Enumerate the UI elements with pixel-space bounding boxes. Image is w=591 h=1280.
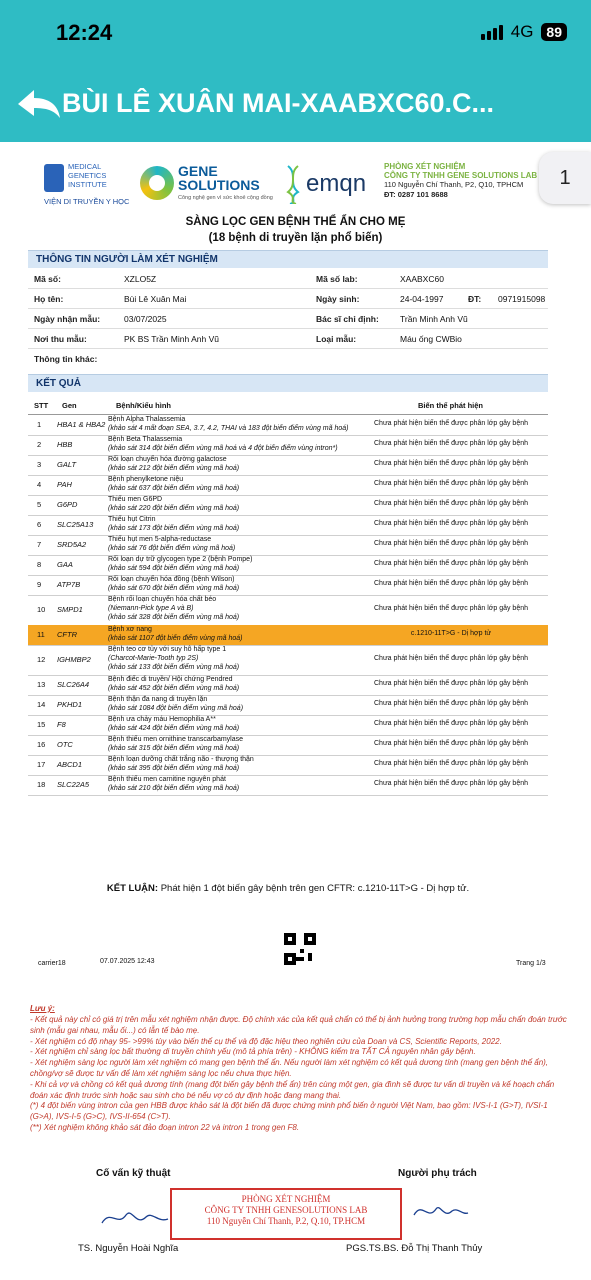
result-scope: (khảo sát 395 đột biến điểm vùng mã hoá): [108, 765, 240, 772]
info-row: [28, 350, 548, 368]
result-gene: ATP7B: [57, 580, 81, 589]
result-row: [28, 535, 548, 556]
notes: [30, 1015, 570, 1134]
result-disease: Thiếu men G6PD: [108, 496, 163, 503]
emqn-text: emqn: [306, 170, 367, 197]
document-title: BÙI LÊ XUÂN MAI-XAABXC60.C...: [62, 88, 495, 118]
result-variant: Chưa phát hiện biến thể được phân lớp gây bệnh: [374, 440, 528, 447]
lab-info: [384, 162, 559, 200]
result-scope: (khảo sát 173 đột biến điểm vùng mã hoá): [108, 525, 240, 532]
result-variant: Chưa phát hiện biến thể được phân lớp gây bệnh: [374, 655, 528, 662]
result-variant: Chưa phát hiện biến thể được phân lớp gây bệnh: [374, 700, 528, 707]
result-scope-extra: (khảo sát 328 đột biến điểm vùng mã hoá): [108, 614, 240, 621]
result-scope-extra: (khảo sát 133 đột biến điểm vùng mã hoá): [108, 664, 240, 671]
ho-ten-label: Họ tên:: [34, 294, 64, 304]
result-gene: HBA1 & HBA2: [57, 420, 106, 429]
result-variant: c.1210-11T>G - Dị hợp tử: [410, 630, 492, 637]
stamp-line2: CÔNG TY TNHH GENESOLUTIONS LAB: [204, 1205, 368, 1215]
result-disease: Bệnh ưa chảy máu Hemophilia A**: [108, 716, 216, 723]
result-scope: (khảo sát 210 đột biến điểm vùng mã hoá): [108, 785, 240, 792]
loai-mau-value: Máu ống CWBio: [400, 334, 462, 344]
dna-helix-icon: [284, 164, 302, 204]
result-stt: 12: [37, 655, 46, 664]
result-gene: SMPD1: [57, 605, 83, 614]
conclusion-label: KẾT LUẬN:: [106, 883, 159, 894]
result-row: [28, 575, 548, 596]
technical-advisor-name: TS. Nguyễn Hoài Nghĩa: [78, 1243, 179, 1254]
result-variant: Chưa phát hiện biến thể được phân lớp gây bệnh: [374, 720, 528, 727]
conclusion: [28, 883, 548, 894]
result-row: [28, 595, 548, 626]
gene-swirl-icon: [140, 166, 174, 200]
result-disease: Rối loạn chuyển hóa đồng (bệnh Wilson): [108, 576, 235, 583]
ngay-sinh-label: Ngày sinh:: [316, 294, 360, 304]
result-gene: SLC26A4: [57, 680, 90, 689]
mgi-logo: [40, 160, 130, 210]
ngay-sinh-value: 24-04-1997: [400, 294, 444, 304]
result-variant: Chưa phát hiện biến thể được phân lớp gây bệnh: [374, 605, 528, 612]
ngay-nhan-value: 03/07/2025: [124, 314, 167, 324]
result-disease: Bệnh điếc di truyền/ Hội chứng Pendred: [108, 676, 233, 683]
noi-thu-label: Nơi thu mẫu:: [34, 334, 87, 344]
result-gene: IGHMBP2: [57, 655, 91, 664]
mgi-line1: MEDICAL: [68, 162, 102, 171]
status-bar: [0, 0, 591, 68]
result-disease: Bệnh rối loạn chuyển hóa chất béo: [108, 596, 217, 603]
result-variant: Chưa phát hiện biến thể được phân lớp gây bệnh: [374, 520, 528, 527]
result-disease: Bệnh phenylketone niệu: [108, 476, 184, 483]
result-variant: Chưa phát hiện biến thể được phân lớp gây bệnh: [374, 780, 528, 787]
ngay-nhan-label: Ngày nhận mẫu:: [34, 314, 101, 324]
result-stt: 10: [37, 605, 46, 614]
result-disease: Rối loạn chuyển hóa đường galactose: [108, 456, 227, 463]
person-in-charge-title: Người phụ trách: [398, 1168, 477, 1179]
result-scope: (khảo sát 212 đột biến điểm vùng mã hoá): [108, 465, 240, 472]
result-stt: 16: [37, 740, 46, 749]
info-row: [28, 330, 548, 349]
network-label: 4G: [510, 22, 534, 41]
result-gene: SLC25A13: [57, 520, 94, 529]
emqn-logo: [284, 164, 379, 204]
signature-left: [100, 1205, 170, 1230]
ma-so-value: XZLO5Z: [124, 274, 157, 284]
report-subtitle: (18 bệnh di truyền lặn phổ biến): [208, 232, 383, 244]
app-bar: [0, 68, 591, 142]
person-in-charge-name: PGS.TS.BS. Đỗ Thị Thanh Thủy: [346, 1243, 483, 1254]
result-gene: ABCD1: [57, 760, 83, 769]
result-variant: Chưa phát hiện biến thể được phân lớp gây bệnh: [374, 480, 528, 487]
result-row: [28, 455, 548, 476]
result-stt: 2: [37, 440, 42, 449]
result-row: [28, 715, 548, 736]
result-row: [28, 645, 548, 676]
result-scope: (khảo sát 424 đột biến điểm vùng mã hoá): [108, 725, 240, 732]
ma-so-label: Mã số:: [34, 274, 61, 284]
results-section-header: KẾT QUẢ: [28, 374, 548, 392]
dt-label: ĐT:: [468, 294, 482, 304]
result-stt: 3: [37, 460, 42, 469]
result-disease: Bệnh xơ nang: [108, 626, 152, 633]
footer-date: 07.07.2025 12:43: [100, 958, 155, 965]
result-row: [28, 735, 548, 756]
notes-title: Lưu ý:: [30, 1004, 55, 1013]
gene-line2: SOLUTIONS: [178, 177, 260, 193]
result-gene: OTC: [57, 740, 73, 749]
result-scope: (khảo sát 76 đột biến điểm vùng mã hoá): [108, 545, 236, 552]
note-line: - Kết quả này chỉ có giá trị trên mẫu xét nghiệm nhận được. Độ chính xác của kết quả chẩn có thể bị ảnh hưởng trong trường hợp mẫu chẩn đoán trước sinh (mẫu gai nhau, mẫu ối...) có lẫn tế bào mẹ.: [30, 1015, 567, 1035]
result-disease: Rối loạn dự trữ glycogen type 2 (bệnh Pompe): [108, 556, 253, 563]
result-gene: GAA: [57, 560, 73, 569]
result-scope: (khảo sát 315 đột biến điểm vùng mã hoá): [108, 745, 240, 752]
lab-phone: ĐT: 0287 101 8688: [384, 190, 448, 199]
result-stt: 5: [37, 500, 42, 509]
result-row: [28, 475, 548, 496]
status-time: 12:24: [56, 20, 113, 45]
result-disease: Thiếu hụt men 5-alpha-reductase: [108, 536, 212, 543]
result-stt: 6: [37, 520, 42, 529]
result-row: [28, 555, 548, 576]
footer-page: Trang 1/3: [516, 960, 546, 967]
result-scope: (khảo sát 1084 đột biến điểm vùng mã hoá): [108, 705, 244, 712]
info-section-header: THÔNG TIN NGƯỜI LÀM XÉT NGHIỆM: [28, 250, 548, 268]
result-scope: (khảo sát 452 đột biến điểm vùng mã hoá): [108, 685, 240, 692]
note-line: - Xét nghiệm chỉ sàng lọc bất thường di truyền chính yếu (mô tả phía trên) - KHÔNG kiểm tra TẤT CẢ nguyên nhân gây bệnh.: [30, 1047, 476, 1057]
result-disease: Bệnh teo cơ tủy với suy hô hấp type 1: [108, 646, 227, 653]
result-row: [28, 495, 548, 516]
result-variant: Chưa phát hiện biến thể được phân lớp gây bệnh: [374, 740, 528, 747]
result-variant: Chưa phát hiện biến thể được phân lớp gây bệnh: [374, 760, 528, 767]
footer-code: carrier18: [38, 960, 66, 967]
dt-value: 0971915098: [498, 294, 546, 304]
result-stt: 13: [37, 680, 46, 689]
result-row: [28, 515, 548, 536]
stamp-line3: 110 Nguyễn Chí Thanh, P.2, Q.10, TP.HCM: [206, 1216, 366, 1226]
header-logos: [40, 160, 540, 210]
result-stt: 8: [37, 560, 42, 569]
result-disease: Bệnh loạn dưỡng chất trắng não - thượng thận: [108, 756, 254, 763]
result-stt: 9: [37, 580, 42, 589]
result-disease: Bệnh Alpha Thalassemia: [108, 416, 186, 423]
note-line: - Xét nghiệm có độ nhạy 95- >99% tùy vào biến thể cụ thể và độ đặc hiệu theo nghiên cứu của Doan và CS, Scientific Reports, 2022.: [30, 1036, 502, 1046]
result-disease: Bệnh thận đa nang di truyền lặn: [108, 696, 208, 703]
result-row: [28, 775, 548, 796]
info-row: [28, 290, 548, 309]
result-stt: 11: [37, 630, 45, 639]
result-scope: (khảo sát 670 đột biến điểm vùng mã hoá): [108, 585, 240, 592]
results-header: [28, 396, 548, 415]
result-gene: SRD5A2: [57, 540, 87, 549]
result-gene: F8: [57, 720, 66, 729]
result-disease: Bệnh thiếu men ornithine transcarbamylase: [108, 736, 244, 743]
col-disease: Bệnh/Kiểu hình: [116, 401, 171, 410]
result-gene: CFTR: [57, 630, 77, 639]
result-scope: (khảo sát 314 đột biến điểm vùng mã hoá và 4 đột biến điểm vùng intron*): [108, 445, 338, 452]
result-variant: Chưa phát hiện biến thể được phân lớp gây bệnh: [374, 540, 528, 547]
result-variant: Chưa phát hiện biến thể được phân lớp gây bệnh: [374, 460, 528, 467]
signature-right: [410, 1195, 470, 1225]
result-stt: 1: [37, 420, 42, 429]
result-scope: (khảo sát 220 đột biến điểm vùng mã hoá): [108, 505, 240, 512]
lab-stamp: [170, 1188, 402, 1240]
result-row: [28, 435, 548, 456]
result-variant: Chưa phát hiện biến thể được phân lớp gây bệnh: [374, 560, 528, 567]
back-arrow-icon[interactable]: [14, 86, 62, 122]
lab-address: 110 Nguyễn Chí Thanh, P2, Q10, TPHCM: [384, 180, 524, 189]
mgi-line3: INSTITUTE: [68, 180, 107, 189]
battery-icon: 89: [541, 23, 567, 41]
result-disease: Bệnh thiếu men carnitine nguyên phát: [108, 776, 226, 783]
result-gene: HBB: [57, 440, 73, 449]
result-scope: (khảo sát 637 đột biến điểm vùng mã hoá): [108, 485, 240, 492]
result-disease: Bệnh Beta Thalassemia: [108, 436, 183, 443]
gene-solutions-logo: [140, 162, 275, 206]
note-line: (**) Xét nghiệm không khảo sát đảo đoạn intron 22 và intron 1 trong gen F8.: [30, 1122, 300, 1132]
result-gene: PKHD1: [57, 700, 83, 709]
result-row: [28, 415, 548, 436]
ho-ten-value: Bùi Lê Xuân Mai: [124, 294, 187, 304]
stamp-line1: PHÒNG XÉT NGHIỆM: [241, 1194, 331, 1204]
note-line: (*) 4 đột biến vùng intron của gen HBB được khảo sát là đột biến đã được chứng minh phổ biến ở người Việt Nam, bao gồm: IVS-I-1 (G>T), IVSI-1 (G>A), IVS-I-5 (G>C), IVS-II-654 (C>T).: [30, 1101, 548, 1122]
conclusion-text: Phát hiện 1 đột biến gây bệnh trên gen CFTR: c.1210-11T>G - Dị hợp tử.: [160, 883, 470, 894]
noi-thu-value: PK BS Trần Minh Anh Vũ: [124, 334, 219, 344]
thong-tin-khac-label: Thông tin khác:: [34, 354, 98, 364]
col-gene: Gen: [62, 401, 77, 410]
result-scope: (khảo sát 594 đột biến điểm vùng mã hoá): [108, 565, 240, 572]
status-indicators: [481, 22, 567, 42]
result-stt: 15: [37, 720, 46, 729]
result-scope: (Niemann-Pick type A và B): [108, 605, 194, 612]
gene-tagline: Công nghệ gen vì sức khoẻ cộng đồng: [178, 195, 273, 201]
mgi-emblem-icon: [44, 164, 64, 192]
col-stt: STT: [34, 401, 49, 410]
result-gene: G6PD: [57, 500, 78, 509]
report-title: SÀNG LỌC GEN BỆNH THỂ ẨN CHO MẸ: [185, 216, 406, 228]
info-row: [28, 270, 548, 289]
note-line: - Khi cả vợ và chồng có kết quả dương tính (mang đột biến gây bệnh thể ẩn) trên cùng một gen, gia đình sẽ được tư vấn di truyền và kế hoạch chẩn đoán xác định trước sinh hoặc sau sinh cho bé nếu vợ có dự định hoặc đang mang thai.: [30, 1079, 555, 1100]
signal-icon: [481, 24, 503, 40]
lab-name-line2: CÔNG TY TNHH GENE SOLUTIONS LAB: [384, 171, 538, 180]
result-variant: Chưa phát hiện biến thể được phân lớp gây bệnh: [374, 580, 528, 587]
result-stt: 18: [37, 780, 46, 789]
mgi-subtitle: VIỆN DI TRUYỀN Y HỌC: [44, 197, 130, 206]
result-disease: Thiếu hụt Citrin: [108, 516, 156, 523]
page-indicator[interactable]: 1: [539, 152, 591, 204]
result-scope: (khảo sát 1107 đột biến điểm vùng mã hoá): [108, 635, 243, 642]
bac-si-value: Trần Minh Anh Vũ: [400, 314, 468, 324]
result-scope: (Charcot-Marie-Tooth typ 2S): [108, 655, 199, 662]
result-stt: 4: [37, 480, 42, 489]
mgi-line2: GENETICS: [68, 171, 107, 180]
lab-name-line1: PHÒNG XÉT NGHIỆM: [384, 162, 466, 171]
note-line: - Xét nghiệm sàng lọc người làm xét nghiệm có mang gen bệnh thể ẩn. Nếu người làm xét nghiệm có kết quả dương tính (mang gen bệnh thể ẩn), chồng/vợ sẽ được tư vấn để làm xét nghiệm sàng lọc nếu chưa thực hiện.: [30, 1058, 549, 1078]
result-stt: 14: [37, 700, 46, 709]
info-row: [28, 310, 548, 329]
result-scope: (khảo sát 4 mất đoạn SEA, 3.7, 4.2, THAI và 183 đột biến điểm vùng mã hoá): [108, 425, 349, 432]
technical-advisor-title: Cố vấn kỹ thuật: [96, 1168, 171, 1179]
result-row: [28, 695, 548, 716]
result-gene: GALT: [57, 460, 77, 469]
col-variant: Biến thể phát hiện: [418, 401, 484, 410]
result-gene: PAH: [57, 480, 72, 489]
bac-si-label: Bác sĩ chỉ định:: [316, 314, 379, 324]
ma-so-lab-value: XAABXC60: [400, 274, 444, 284]
loai-mau-label: Loại mẫu:: [316, 334, 357, 344]
result-row: [28, 625, 548, 646]
qr-code-icon: [284, 933, 316, 965]
result-variant: Chưa phát hiện biến thể được phân lớp gây bệnh: [374, 420, 528, 427]
result-row: [28, 675, 548, 696]
result-gene: SLC22A5: [57, 780, 90, 789]
gene-line1: GENE: [178, 163, 218, 179]
result-row: [28, 755, 548, 776]
result-stt: 7: [37, 540, 42, 549]
result-stt: 17: [37, 760, 46, 769]
ma-so-lab-label: Mã số lab:: [316, 274, 358, 284]
result-variant: Chưa phát hiện biến thể được phân lớp gây bệnh: [374, 680, 528, 687]
result-variant: Chưa phát hiện biến thể được phân lớp gây bệnh: [374, 500, 528, 507]
